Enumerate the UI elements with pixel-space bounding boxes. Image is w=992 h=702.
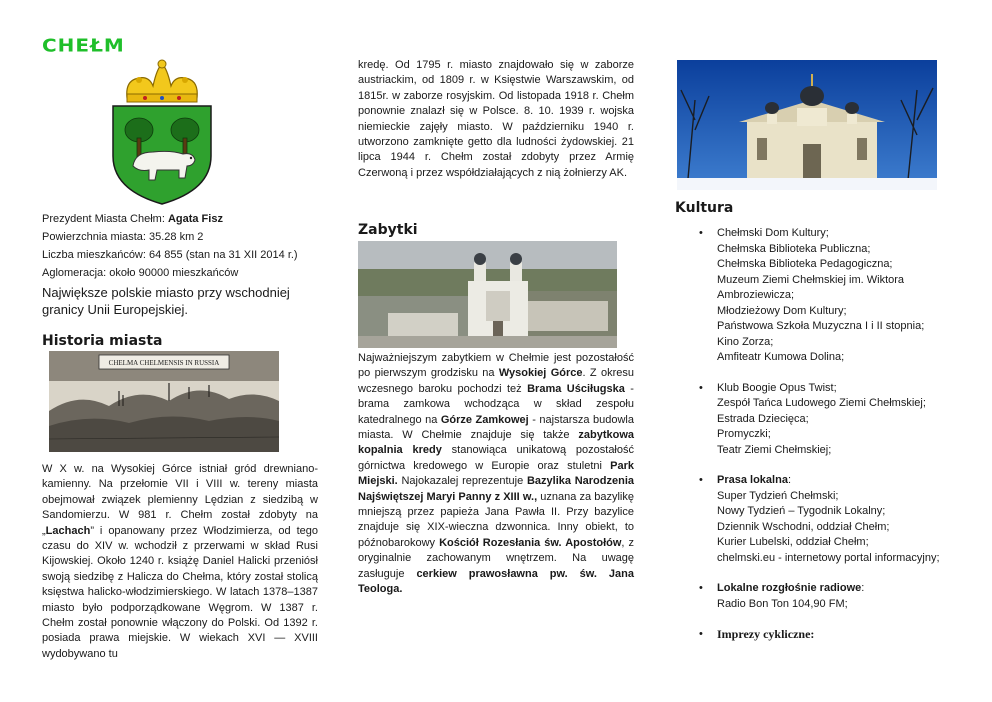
- culture-radio: [717, 581, 941, 612]
- monuments-heading: Zabytki: [358, 222, 418, 238]
- monuments-bold-5: Park Miejski.: [358, 459, 634, 488]
- population-line: Liczba mieszkańców: 64 855 (stan na 31 XII 2014 r.): [42, 249, 298, 261]
- monuments-bold-2: Brama Uściługska: [527, 382, 625, 395]
- mayor-line: [42, 210, 318, 228]
- monuments-paragraph: [358, 351, 634, 598]
- list-item: Muzeum Ziemi Chełmskiej im. Wiktora Ambroziewicza;: [717, 273, 905, 301]
- list-item: Dziennik Wschodni, oddział Chełm;: [717, 520, 890, 533]
- list-item: Młodzieżowy Dom Kultury;: [717, 304, 847, 317]
- history-text-a: W X w. na Wysokiej Górce istniał gród drewniano-kamienny. Na przełomie VII i VIII w. tereny miasta obejmował związek plemienny Lędzian z siedzibą w Sandomierzu. W 981 r. Chełm został zdobyty na „: [42, 463, 318, 537]
- monuments-bold-6: Bazylika Narodzenia Najświętszej Maryi Panny z XIII w.,: [358, 475, 634, 503]
- list-item: Radio Bon Ton 104,90 FM;: [717, 597, 848, 610]
- monuments-text-7: uznana za bazylikę mniejszą przez papieża Jana Pawła II. Przy bazylice znajduje się XIX-wieczna dzwonnica. Inny obiekt, to późnobarokowy: [358, 490, 634, 549]
- largest-city-note: Największe polskie miasto przy wschodniej granicy Unii Europejskiej.: [42, 285, 290, 317]
- list-item: Nowy Tydzień – Tygodnik Lokalny;: [717, 505, 886, 517]
- monuments-bold-7: Kościół Rozesłania św. Apostołów: [439, 536, 622, 549]
- list-item: Zespół Tańca Ludowego Ziemi Chełmskiej;: [717, 397, 926, 409]
- events-label: • Imprezy cykliczne:: [717, 627, 815, 641]
- culture-institutions: [717, 226, 941, 366]
- monuments-text-6: Najokazalej reprezentuje: [397, 475, 527, 488]
- radio-label-line: • Lokalne rozgłośnie radiowe:: [717, 582, 865, 594]
- mayor-name: Agata Fisz: [167, 213, 223, 225]
- list-item: Super Tydzień Chełmski;: [717, 489, 839, 502]
- culture-events: [717, 627, 941, 643]
- monuments-bold-1: Wysokiej Górce: [498, 367, 583, 380]
- list-item: Państwowa Szkoła Muzyczna I i II stopnia;: [717, 320, 925, 332]
- list-item: Teatr Ziemi Chełmskiej;: [717, 443, 832, 456]
- monuments-text-2: . Z okresu wczesnego baroku pochodzi też: [358, 367, 634, 395]
- mayor-label: Prezydent Miasta Chełm:: [42, 213, 168, 225]
- list-item: Chełmska Biblioteka Publiczna;: [717, 242, 871, 255]
- monuments-text-4: - najstarsza budowla miasta. W Chełmie znajduje się także: [358, 413, 634, 442]
- monuments-text-5: stanowiąca unikatową pozostałość górnictwa kredowego w Europie oraz stuletni: [358, 444, 634, 472]
- list-item: chelmski.eu - internetowy portal informacyjny;: [717, 551, 940, 564]
- engraving-caption: CHELMA CHELMENSIS IN RUSSIA: [108, 359, 220, 367]
- coat-of-arms: [105, 58, 219, 206]
- history-paragraph-2: kredę. Od 1795 r. miasto znajdowało się w zaborze austriackim, od 1809 r. w Księstwie Warszawskim, od 1815r. w zaborze rosyjskim. Od listopada 1918 r. Chełm ponownie znalazł się w Polsce. 8. 10. 1939 r. wojska niemieckie zajęły miasto. W październiku 1940 r. utworzono zamknięte getto dla ludności żydowskiej. 21 lipca 1944 r. Chełm został zdobyty przez Armię Czerwoną i przez współdziałających z nią żołnierzy AK.: [358, 59, 634, 179]
- historic-engraving: [49, 351, 279, 452]
- monuments-text-8: , z oryginalnie zachowanym wnętrzem. Na uwagę zasługuje: [358, 536, 634, 580]
- orthodox-church-photo: [677, 60, 937, 190]
- list-item: Chełmska Biblioteka Pedagogiczna;: [717, 258, 893, 270]
- culture-press: [717, 473, 941, 566]
- press-label-line: • Prasa lokalna:: [717, 474, 791, 486]
- history-text-b: ” i opanowany przez Włodzimierza, od tego czasu do XIV w. wchodził z przerwami w skład Rusi Kijowskiej. Około 1240 r. książę Daniel Halicki przeniósł swoją siedzibę z Halicza do Chełma, który został stolicą księstwa halicko-włodzimierskiego. W latach 1378–1387 miasto było podporządkowane Węgrom. W 1387 r. Chełm został ponownie włączony do Polski. Od 1392 r. posiada prawa miejskie. W wiekach XVI — XVIII wydobywano tu: [42, 524, 318, 660]
- area-line: Powierzchnia miasta: 35.28 km 2: [42, 231, 204, 243]
- monuments-text-1: Najważniejszym zabytkiem w Chełmie jest pozostałość po pierwszym grodzisku na: [358, 352, 634, 380]
- list-item: Kino Zorza;: [717, 335, 774, 348]
- list-item: • Chełmski Dom Kultury;: [717, 227, 829, 239]
- radio-label: Lokalne rozgłośnie radiowe: [717, 582, 862, 594]
- culture-groups: [717, 381, 941, 459]
- monuments-text-3: - brama zamkowa wchodząca w skład zespołu katedralnego na: [358, 382, 634, 426]
- agglomeration-line: Aglomeracja: około 90000 mieszkańców: [42, 267, 239, 279]
- basilica-photo: [358, 241, 617, 348]
- list-item: Estrada Dziecięca;: [717, 412, 809, 425]
- culture-heading: Kultura: [675, 200, 734, 216]
- city-title: CHEŁM: [42, 34, 125, 56]
- history-paragraph-1: [42, 462, 318, 662]
- history-heading: Historia miasta: [42, 333, 163, 349]
- monuments-bold-4: zabytkowa kopalnia kredy: [358, 429, 634, 457]
- list-item: Kurier Lubelski, oddział Chełm;: [717, 536, 869, 548]
- press-label: Prasa lokalna: [717, 474, 788, 486]
- crown-icon: [127, 60, 198, 102]
- list-item: Amfiteatr Kumowa Dolina;: [717, 351, 845, 363]
- culture-list: [675, 226, 941, 643]
- monuments-bold-8: cerkiew prawosławna pw. św. Jana Teologa.: [358, 567, 634, 596]
- list-item: • Klub Boogie Opus Twist;: [717, 381, 837, 394]
- history-lachach: Lachach: [45, 524, 91, 537]
- list-item: Promyczki;: [717, 428, 771, 440]
- monuments-bold-3: Górze Zamkowej: [440, 413, 529, 426]
